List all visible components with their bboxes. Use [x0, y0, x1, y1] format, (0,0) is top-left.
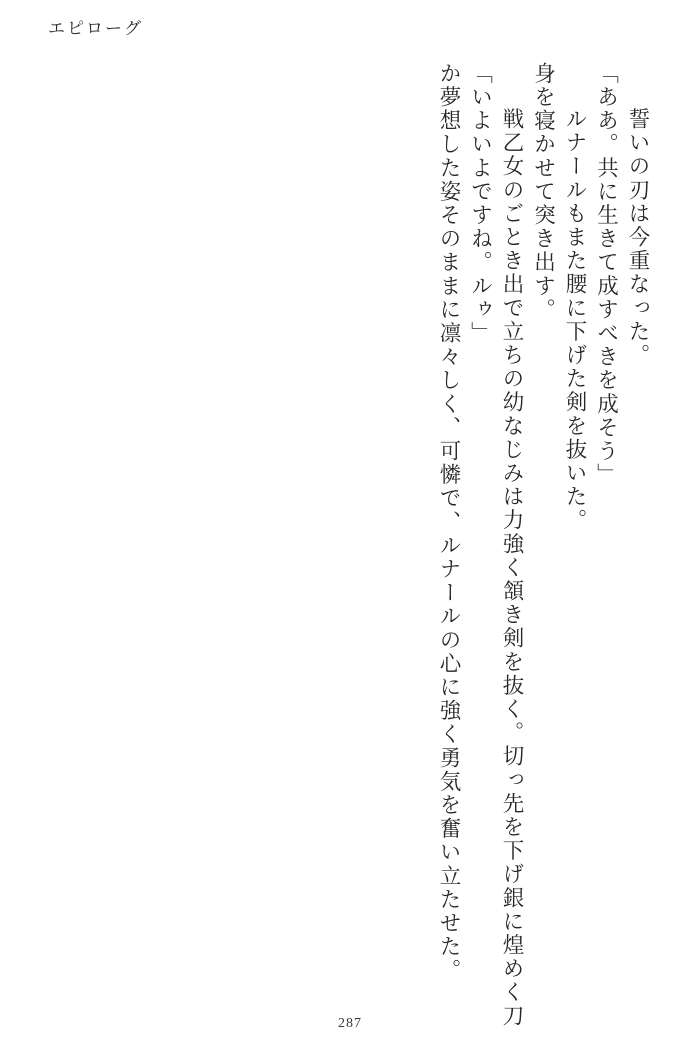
- text-line: 「いよいよですね。ルゥ」: [468, 62, 493, 346]
- page-number: 287: [338, 1016, 362, 1031]
- running-header: エピローグ: [48, 19, 143, 38]
- text-line: 身を寝かせて突き出す。: [531, 62, 556, 322]
- vertical-text-body: [428, 62, 650, 1028]
- text-line: 戦乙女のごとき出で立ちの幼なじみは力強く頷き剣を抜く。切っ先を下げ銀に煌めく刀: [500, 84, 524, 1028]
- text-line: 誓いの刃は今重なった。: [626, 84, 650, 368]
- text-line: か夢想した姿そのままに凛々しく、可憐で、ルナールの心に強く勇気を奮い立たせた。: [437, 62, 461, 983]
- text-line: 「ああ。共に生きて成すべきを成そう」: [594, 62, 619, 487]
- text-line: ルナールもまた腰に下げた剣を抜いた。: [563, 84, 587, 533]
